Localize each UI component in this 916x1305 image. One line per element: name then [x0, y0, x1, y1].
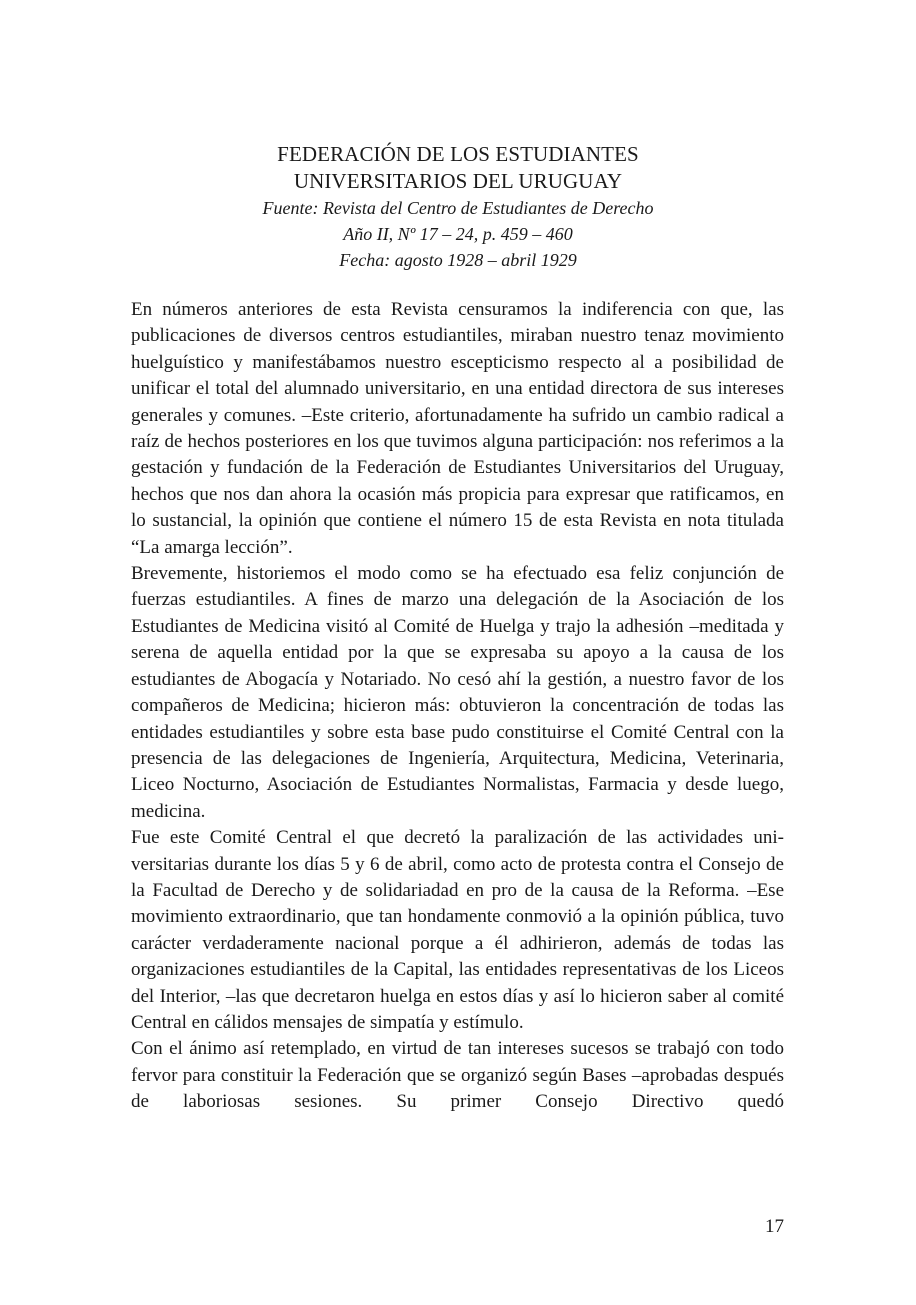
page-number: 17	[765, 1216, 784, 1237]
issue-citation: Año II, Nº 17 – 24, p. 459 – 460	[343, 224, 573, 244]
paragraph-4: Con el ánimo así retemplado, en virtud de tan intereses sucesos se trabajó con todo fervor para constituir la Federación que se organizó según Bases –aprobadas después de laboriosas sesiones. Su primer Consejo Directivo quedó	[131, 1038, 784, 1113]
paragraph-2: Brevemente, historiemos el modo como se ha efectuado esa feliz conjunción de fuerzas estudiantiles. A fines de marzo una delegación de la Asociación de los Estudiantes de Medicina visitó al Comité de Huelga y trajo la adhesión –meditada y serena de aquella entidad por la que se expresaba su apoyo a la causa de los estudiantes de Abogacía y Notariado. No cesó ahí la gestión, a nuestro favor de los compañeros de Medicina; hicieron más: obtuvieron la concentración de todas las entidades estudiantiles y sobre esta base pudo constituirse el Comité Central con la presencia de las delegaciones de Ingeniería, Arquitectura, Medicina, Veterinaria, Liceo Nocturno, Asociación de Estudiantes Normalistas, Farmacia y desde luego, medicina.	[131, 563, 784, 822]
source-citation: Fuente: Revista del Centro de Estudiantes de Derecho	[262, 198, 654, 218]
body-text	[131, 297, 784, 1116]
date-citation: Fecha: agosto 1928 – abril 1929	[339, 250, 577, 270]
document-header	[0, 141, 916, 273]
paragraph-1: En números anteriores de esta Revista censuramos la indiferencia con que, las publicaciones de diversos centros estudiantiles, miraban nuestro tenaz movimiento huelguístico y manifestábamos nuestro escepticismo respecto al a posibilidad de unificar el total del alumnado universitario, en una entidad directora de sus intereses generales y comunes. –Este criterio, afortunadamente ha sufrido un cambio radical a raíz de hechos posteriores en los que tuvimos alguna participación: nos referimos a la gestación y fundación de la Federación de Estudiantes Universitarios del Uruguay, hechos que nos dan ahora la ocasión más propicia para expresar que ratificamos, en lo sustancial, la opinión que contiene el número 15 de esta Revista en nota titulada “La amarga lección”.	[131, 299, 784, 558]
paragraph-3: Fue este Comité Central el que decretó la paralización de las actividades universitarias durante los días 5 y 6 de abril, como acto de protesta contra el Consejo de la Facultad de Derecho y de solidariadad en pro de la causa de la Reforma. –Ese movimiento extraordinario, que tan hondamente conmovió a la opinión pública, tuvo carácter verdaderamente nacional porque a él adhirieron, además de todas las organizaciones estudiantiles de la Capital, las entidades representativas de los Liceos del Interior, –las que decretaron huelga en estos días y así lo hicieron saber al comité Central en cálidos mensajes de simpatía y estímulo.	[131, 827, 784, 1033]
title-line-1: FEDERACIÓN DE LOS ESTUDIANTES	[277, 142, 639, 166]
title-line-2: UNIVERSITARIOS DEL URUGUAY	[293, 169, 623, 193]
